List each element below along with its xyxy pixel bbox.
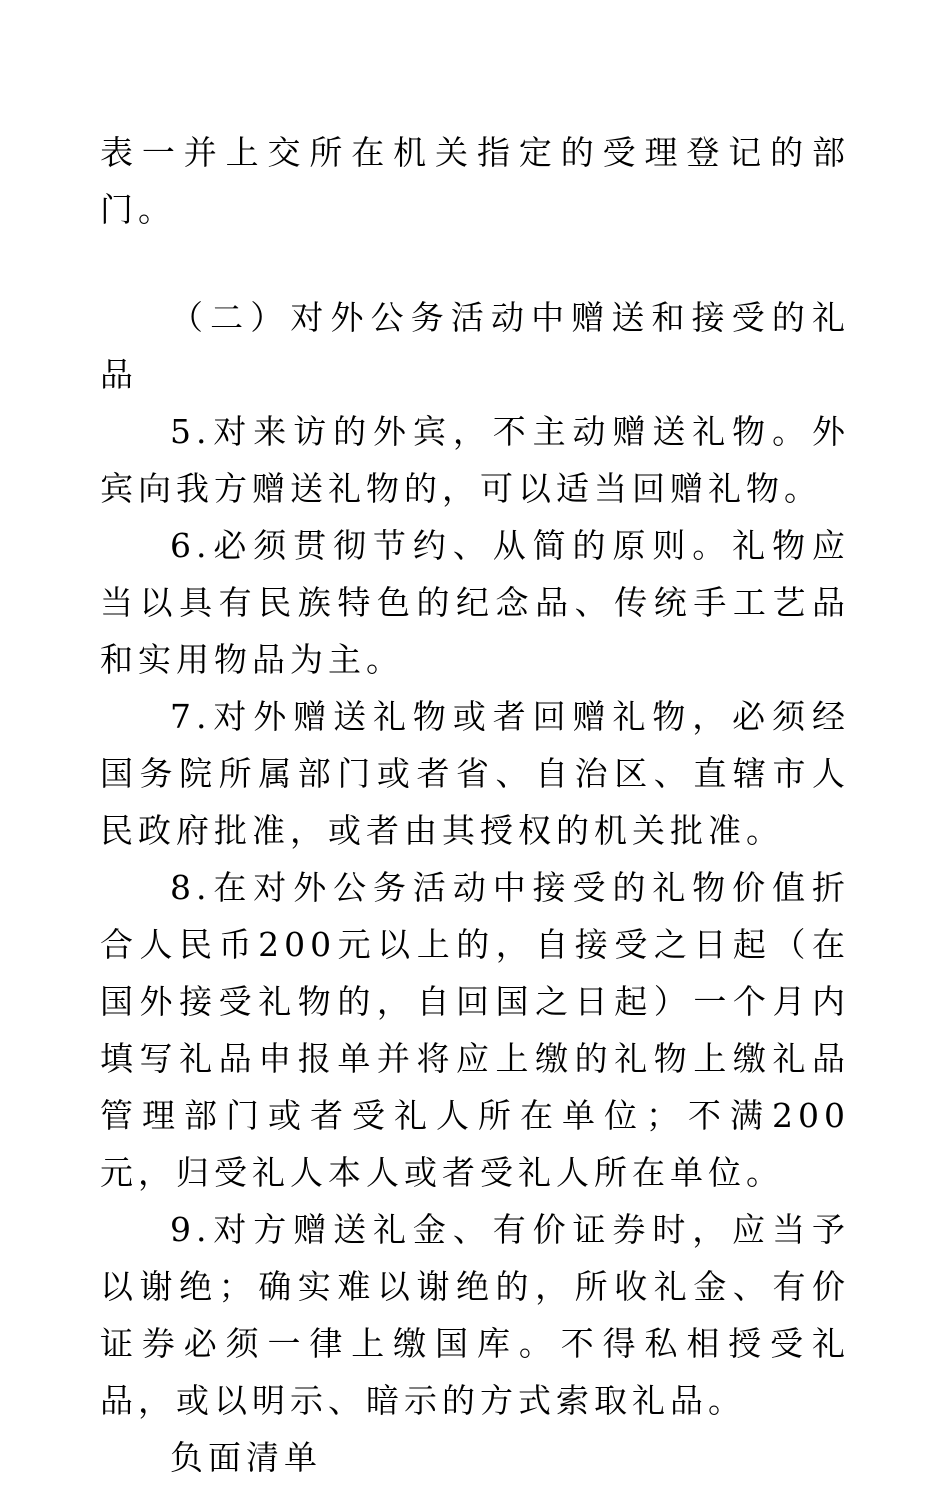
paragraph-item-6: 6.必须贯彻节约、从简的原则。礼物应当以具有民族特色的纪念品、传统手工艺品和实用物品为主。	[100, 526, 850, 679]
paragraph-item-5: 5.对来访的外宾，不主动赠送礼物。外宾向我方赠送礼物的，可以适当回赠礼物。	[100, 412, 850, 508]
negative-list-heading: 负面清单	[170, 1438, 322, 1477]
section-heading: （二）对外公务活动中赠送和接受的礼品	[100, 298, 850, 394]
paragraph-item-8: 8.在对外公务活动中接受的礼物价值折合人民币200元以上的，自接受之日起（在国外接受礼物的，自回国之日起）一个月内填写礼品申报单并将应上缴的礼物上缴礼品管理部门或者受礼人所在单位；不满200元，归受礼人本人或者受礼人所在单位。	[100, 868, 850, 1192]
paragraph-item-9: 9.对方赠送礼金、有价证券时，应当予以谢绝；确实难以谢绝的，所收礼金、有价证券必须一律上缴国库。不得私相授受礼品，或以明示、暗示的方式索取礼品。	[100, 1210, 850, 1420]
paragraph-item-7: 7.对外赠送礼物或者回赠礼物，必须经国务院所属部门或者省、自治区、直辖市人民政府批准，或者由其授权的机关批准。	[100, 697, 850, 850]
document-page	[100, 0, 850, 1486]
paragraph-continuation: 表一并上交所在机关指定的受理登记的部门。	[100, 133, 850, 229]
